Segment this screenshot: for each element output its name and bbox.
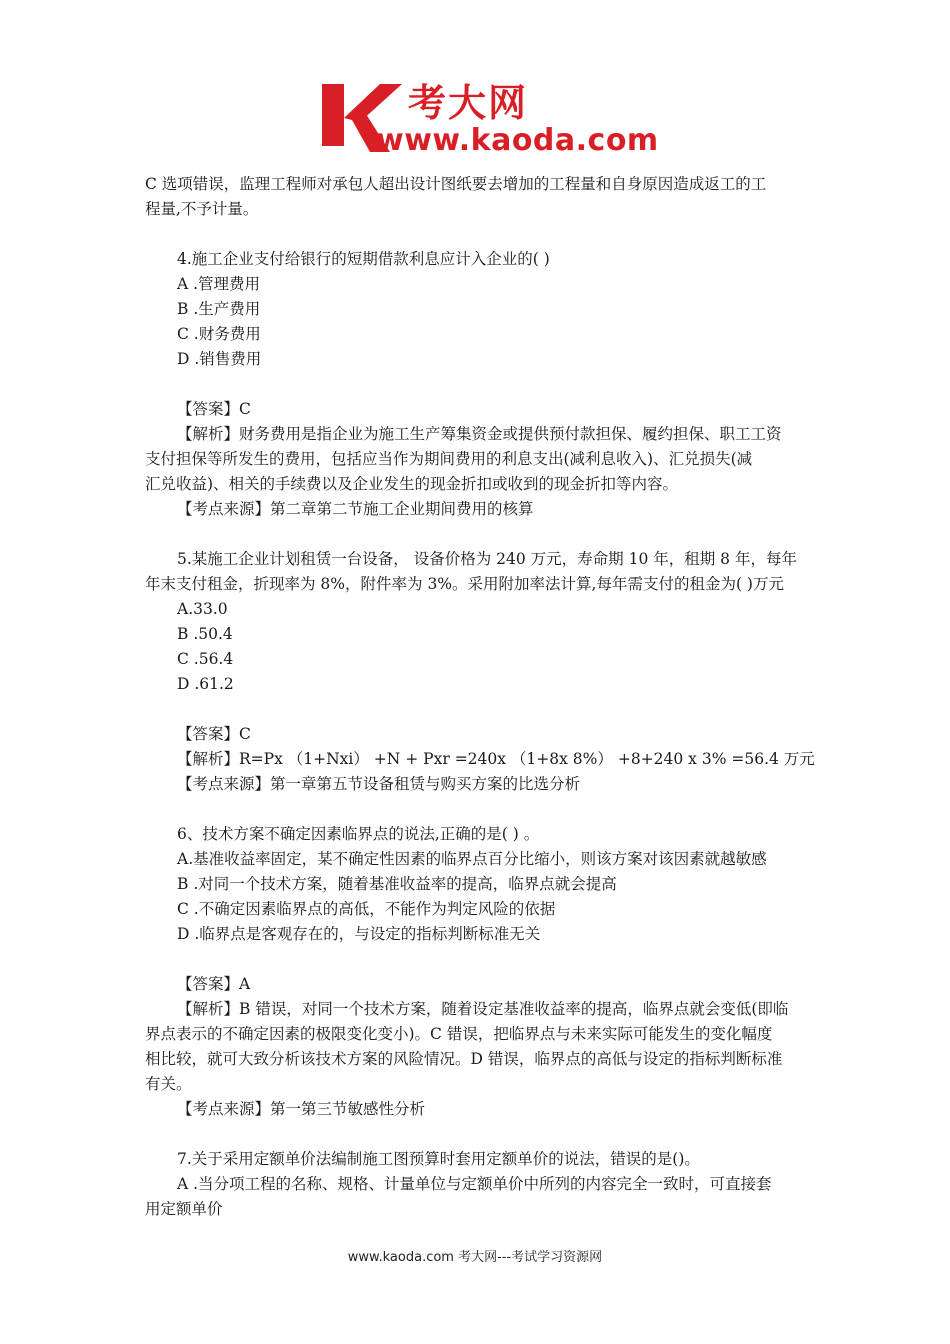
option-item: A.33.0 [177,600,228,618]
option-item: A.基准收益率固定，某不确定性因素的临界点百分比缩小，则该方案对该因素就越敏感 [177,850,767,868]
kaoda-logo [318,80,659,158]
option-item: A .管理费用 [177,275,261,293]
option-item: 用定额单价 [145,1200,223,1218]
analysis-line: 界点表示的不确定因素的极限变化变小)。C 错误，把临界点与未来实际可能发生的变化幅度 [145,1025,773,1043]
source-line: 【考点来源】第一章第五节设备租赁与购买方案的比选分析 [177,775,581,793]
option-item: C .不确定因素临界点的高低，不能作为判定风险的依据 [177,900,556,918]
option-item: D .临界点是客观存在的，与设定的指标判断标准无关 [177,925,541,943]
question-5-stem: 5.某施工企业计划租赁一台设备， 设备价格为 240 万元，寿命期 10 年，租期 8 年，每年 [177,550,797,568]
paragraph-line: C 选项错误，监理工程师对承包人超出设计图纸要去增加的工程量和自身原因造成返工的工 [145,175,767,193]
option-item: C .56.4 [177,650,234,668]
source-line: 【考点来源】第一第三节敏感性分析 [177,1100,426,1118]
question-6-stem: 6、技术方案不确定因素临界点的说法,正确的是( ) 。 [177,825,540,843]
question-5-stem: 年末支付租金，折现率为 8%，附件率为 3%。采用附加率法计算,每年需支付的租金为( )万元 [145,575,784,593]
answer-line: 【答案】C [177,400,251,418]
answer-line: 【答案】C [177,725,251,743]
logo-brand-text: 考大网 [408,81,529,125]
analysis-line: 汇兑收益)、相关的手续费以及企业发生的现金折扣或收到的现金折扣等内容。 [145,475,679,493]
option-item: D .61.2 [177,675,234,693]
source-line: 【考点来源】第二章第二节施工企业期间费用的核算 [177,500,534,518]
paragraph-line: 程量,不予计量。 [145,200,259,218]
question-7-stem: 7.关于采用定额单价法编制施工图预算时套用定额单价的说法，错误的是()。 [177,1150,700,1168]
analysis-line: 相比较，就可大致分析该技术方案的风险情况。D 错误，临界点的高低与设定的指标判断标准 [145,1050,783,1068]
option-item: B .50.4 [177,625,233,643]
analysis-line: 【解析】财务费用是指企业为施工生产筹集资金或提供预付款担保、履约担保、职工工资 [177,425,782,443]
analysis-line: 有关。 [145,1075,192,1093]
question-4-stem: 4.施工企业支付给银行的短期借款利息应计入企业的( ) [177,250,550,268]
option-item: D .销售费用 [177,350,262,368]
option-item: B .生产费用 [177,300,261,318]
option-item: B .对同一个技术方案，随着基准收益率的提高，临界点就会提高 [177,875,617,893]
analysis-line: 【解析】B 错误，对同一个技术方案，随着设定基准收益率的提高，临界点就会变低(即临 [177,1000,789,1018]
analysis-line: 【解析】R=Px （1+Nxi） +N + Pxr =240x （1+8x 8%） +8+240 x 3% =56.4 万元 [177,750,815,768]
option-item: A .当分项工程的名称、规格、计量单位与定额单价中所列的内容完全一致时，可直接套 [177,1175,772,1193]
logo-url-text: www.kaoda.com [376,123,659,158]
option-item: C .财务费用 [177,325,261,343]
page-footer: www.kaoda.com 考大网---考试学习资源网 [347,1250,603,1265]
document-body [145,172,813,1222]
analysis-line: 支付担保等所发生的费用，包括应当作为期间费用的利息支出(减利息收入)、汇兑损失(减 [145,450,753,468]
answer-line: 【答案】A [177,975,251,993]
